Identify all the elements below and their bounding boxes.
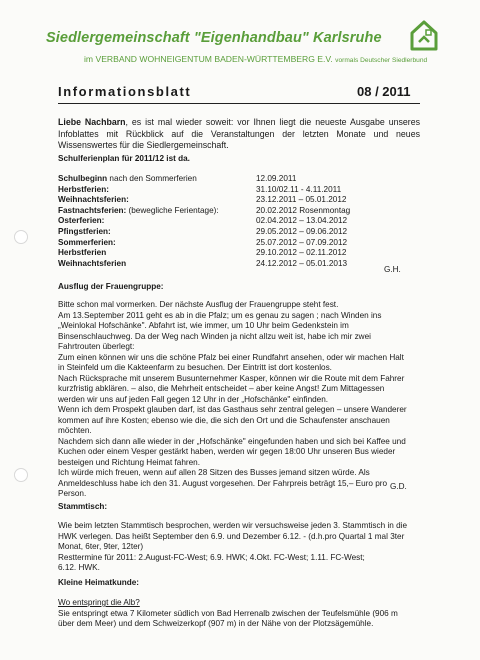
house-logo-icon [409, 18, 439, 52]
trip-line: möchten. [58, 426, 92, 435]
stammtisch-line: 6.12. HWK. [58, 563, 100, 572]
punch-hole [14, 230, 28, 244]
trip-line: Ich würde mich freuen, wenn auf allen 28 Sitzen des Busses jemand sitzen würde. Als [58, 468, 370, 477]
holiday-row [58, 227, 358, 238]
holiday-label: Sommerferien: [58, 237, 116, 247]
holiday-row [58, 238, 358, 249]
holiday-date: 02.04.2012 – 13.04.2012 [256, 216, 348, 226]
trip-line: Wenn ich dem Prospekt glauben darf, ist das Gasthaus sehr zentral gelegen – unsere Wanderer [58, 405, 407, 414]
holiday-label: Fastnachtsferien: [58, 205, 127, 215]
stammtisch-line: Resttermine für 2011: 2.August-FC-West; 6.9. HWK; 4.Okt. FC-West; 1.11. FC-West; [58, 552, 365, 562]
stammtisch-line: Wie beim letzten Stammtisch besprochen, werden wir versuchsweise jeden 3. Stammtisch in die [58, 521, 408, 530]
org-subtitle-small: vormals Deutscher Siedlerbund [335, 57, 428, 64]
trip-line: kurzfristig abklären. – also, die Mehrheit entscheidet – aber keine Angst! Zum Mittagessen [58, 384, 385, 393]
holiday-label: Herbstferien [58, 248, 107, 258]
holiday-label: Osterferien: [58, 216, 105, 226]
holidays-heading: Schulferienplan für 2011/12 ist da. [58, 154, 190, 163]
trip-line: kommen auf ihre Kosten; ebenso wie die, die sich den Ort und die Schaufenster anschauen [58, 415, 390, 425]
holiday-date: 24.12.2012 – 05.01.2013 [256, 258, 348, 268]
trip-line: Person. [58, 489, 87, 498]
org-subtitle [84, 54, 427, 64]
stammtisch-line: Monat, 6ter, 9ter, 12ter) [58, 542, 144, 551]
trip-line: Binsenschlauchweg. Da der Weg nach Winden ja nicht allzu weit ist, habe ich mir zwei [58, 331, 371, 341]
trip-line: Fahrtrouten überlegt: [58, 342, 135, 351]
heimatkunde-question: Wo entspringt die Alb? [58, 598, 140, 607]
trip-line: Zum einen können wir uns die schöne Pfalz bei einer Rundfahrt ansehen, oder wir machen Halt [58, 352, 404, 362]
holiday-date: 29.05.2012 – 09.06.2012 [256, 226, 348, 236]
holiday-row [58, 185, 358, 196]
intro-paragraph [58, 117, 420, 152]
trip-line: werden wir uns auf jeden Fall gegen 12 Uhr in der „Hofschänke" einfinden. [58, 394, 329, 404]
heimatkunde-line: über dem Meer) und dem Schweizerkopf (907 m) in der Nähe von der Plotzsägemühle. [58, 619, 374, 628]
holiday-note: nach den Sommerferien [107, 174, 197, 183]
trip-signature: G.D. [390, 482, 407, 491]
trip-line: in Steinfeld um die Kakteenfarm zu besuchen. Der Eintritt ist dort kostenlos. [58, 363, 332, 372]
trip-line: Am 13.September 2011 geht es ab in die Pfalz; um es genau zu sagen ; nach Winden ins [58, 310, 382, 320]
holiday-date: 25.07.2012 – 07.09.2012 [256, 237, 348, 247]
holiday-date: 31.10/02.11 - 4.11.2011 [256, 184, 342, 194]
trip-body [58, 300, 420, 500]
holiday-date: 29.10.2012 – 02.11.2012 [256, 248, 347, 258]
holiday-label: Weihnachtsferien [58, 258, 127, 268]
intro-greeting: Liebe Nachbarn [58, 117, 126, 127]
page-title: Informationsblatt [58, 84, 192, 99]
org-name: Siedlergemeinschaft "Eigenhandbau" Karlsruhe [46, 30, 382, 46]
stammtisch-heading: Stammtisch: [58, 502, 108, 511]
stammtisch-body [58, 521, 420, 574]
heimatkunde-body [58, 598, 420, 630]
holiday-row [58, 206, 358, 217]
holiday-label: Herbstferien: [58, 184, 109, 194]
holiday-label: Schulbeginn [58, 174, 108, 183]
holiday-label: Pfingstferien: [58, 226, 111, 236]
heimatkunde-heading: Kleine Heimatkunde: [58, 578, 139, 587]
holiday-note: (bewegliche Ferientage): [126, 205, 219, 215]
holiday-date: 20.02.2012 Rosenmontag [256, 205, 351, 215]
punch-hole [14, 468, 28, 482]
holiday-row [58, 248, 358, 259]
holiday-date: 12.09.2011 [256, 174, 297, 183]
holiday-row [58, 174, 358, 185]
trip-line: Anmeldeschluss habe ich den 31. August vorgesehen. Der Fahrpreis beträgt 15,– Euro pro [58, 478, 388, 488]
trip-line: „Weinlokal Hofschänke". Abfahrt ist, wie immer, um 10 Uhr beim Gedenkstein im [58, 321, 349, 330]
holiday-date: 23.12.2011 – 05.01.2012 [256, 195, 347, 205]
holiday-schedule [58, 174, 358, 269]
trip-line: besteigen und Richtung Heimat fahren. [58, 457, 201, 467]
heimatkunde-line: Sie entspringt etwa 7 Kilometer südlich von Bad Herrenalb zwischen der Teufelsmühle (906 m [58, 608, 398, 618]
holiday-label: Weihnachtsferien: [58, 195, 129, 205]
stammtisch-line: HWK verlegen. Das heißt September den 6.9. und Dezember 6.12. - (d.h.pro Quartal 1 mal 3ter [58, 531, 405, 541]
holiday-row [58, 195, 358, 206]
trip-line: Nachdem sich dann alle wieder in der „Hofschänke" eingefunden haben und sich bei Kaffee und [58, 436, 406, 446]
trip-line: Bitte schon mal vormerken. Der nächste Ausflug der Frauengruppe steht fest. [58, 300, 339, 309]
intro-text: , es ist mal wieder soweit: vor Ihnen liegt die neueste Ausgabe unseres Infoblattes mit Rückblick auf die Veranstaltungen der letzten Monate und neues Wissenswertes für die Siedlergemeinschaft. [58, 117, 420, 150]
issue-number: 08 / 2011 [357, 84, 411, 99]
title-divider [58, 103, 420, 104]
holidays-signature: G.H. [384, 265, 401, 274]
holiday-row [58, 259, 358, 270]
org-subtitle-main: im VERBAND WOHNEIGENTUM BADEN-WÜRTTEMBERG E.V. [84, 54, 333, 64]
trip-line: Kuchen oder einem Vesper gestärkt haben, werden wir gegen 18:00 Uhr unseren Bus wieder [58, 447, 396, 456]
holiday-row [58, 216, 358, 227]
trip-line: Nach Rücksprache mit unserem Busunternehmer Kasper, können wir die Route mit dem Fahrer [58, 373, 405, 383]
trip-heading: Ausflug der Frauengruppe: [58, 282, 164, 291]
